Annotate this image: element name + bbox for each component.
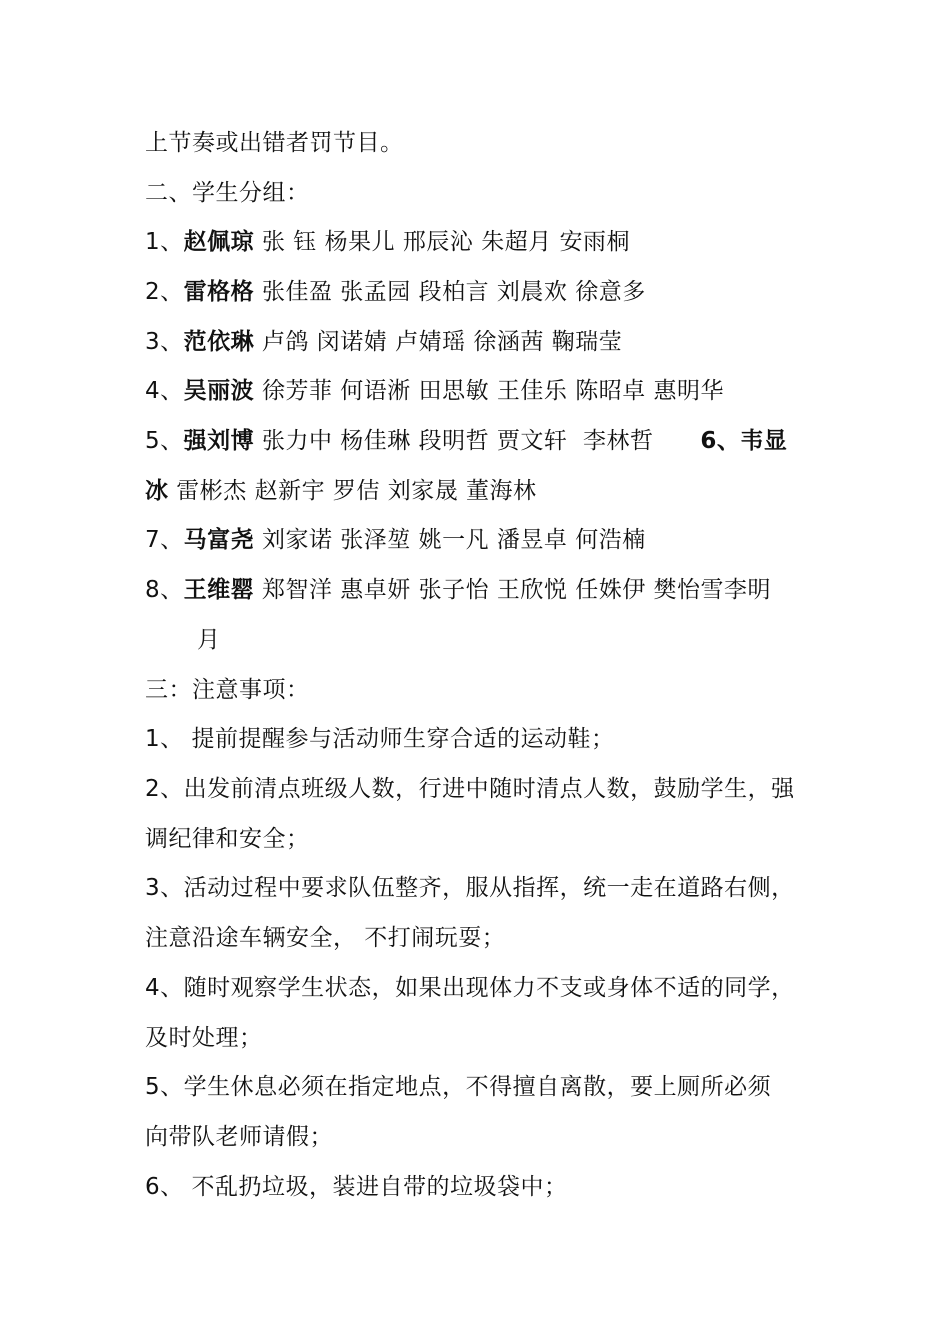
note-item-2: 2、出发前清点班级人数，行进中随时清点人数，鼓励学生，强 bbox=[145, 776, 795, 802]
group-members: 徐芳菲 何语淅 田思敏 王佳乐 陈昭卓 惠明华 bbox=[254, 378, 725, 404]
note-item-2-continued: 调纪律和安全； bbox=[145, 826, 310, 852]
note-item-5-continued: 向带队老师请假； bbox=[145, 1124, 333, 1150]
group-members: 张 钰 杨果儿 邢辰沁 朱超月 安雨桐 bbox=[254, 229, 631, 255]
group-leader: 强刘博 bbox=[183, 428, 255, 454]
group-leader: 范依琳 bbox=[183, 329, 255, 355]
group-number: 8、 bbox=[145, 577, 184, 603]
group-line-7 bbox=[145, 525, 646, 555]
group-leader: 王维罂 bbox=[183, 577, 255, 603]
group-line-5 bbox=[145, 426, 787, 456]
group-leader: 韦显 bbox=[740, 428, 788, 454]
group-number: 7、 bbox=[145, 527, 184, 553]
group-leader: 马富尧 bbox=[183, 527, 255, 553]
group-leader: 吴丽波 bbox=[183, 378, 255, 404]
note-item-4-continued: 及时处理； bbox=[145, 1025, 263, 1051]
paragraph-line: 上节奏或出错者罚节目。 bbox=[145, 130, 404, 156]
note-item-4: 4、随时观察学生状态，如果出现体力不支或身体不适的同学， bbox=[145, 975, 795, 1001]
note-item-3: 3、活动过程中要求队伍整齐，服从指挥，统一走在道路右侧， bbox=[145, 875, 795, 901]
group-line-8 bbox=[145, 575, 771, 605]
group-members: 张佳盈 张孟园 段柏言 刘晨欢 徐意多 bbox=[254, 279, 646, 305]
group-number: 4、 bbox=[145, 378, 184, 404]
group-line-4 bbox=[145, 376, 724, 406]
group-leader: 赵佩琼 bbox=[183, 229, 255, 255]
group-members: 卢鸽 闵诺婧 卢婧瑶 徐涵茜 鞠瑞莹 bbox=[254, 329, 623, 355]
group-line-2 bbox=[145, 277, 646, 307]
group-line-1 bbox=[145, 227, 630, 257]
group-number: 1、 bbox=[145, 229, 184, 255]
group-line-3 bbox=[145, 327, 622, 357]
group-line-8-continued: 月 bbox=[197, 627, 221, 653]
group-members: 郑智洋 惠卓妍 张子怡 王欣悦 任姝伊 樊怡雪李明 bbox=[254, 577, 772, 603]
group-leader: 雷格格 bbox=[183, 279, 255, 305]
group-leader: 冰 bbox=[145, 478, 169, 504]
section-heading-grouping: 二、学生分组： bbox=[145, 180, 310, 206]
group-members: 张力中 杨佳琳 段明哲 贾文轩 李林哲 bbox=[254, 428, 701, 454]
group-number: 3、 bbox=[145, 329, 184, 355]
section-heading-notes: 三：注意事项： bbox=[145, 677, 310, 703]
group-number: 5、 bbox=[145, 428, 184, 454]
note-item-1: 1、 提前提醒参与活动师生穿合适的运动鞋； bbox=[145, 726, 615, 752]
note-item-5: 5、学生休息必须在指定地点，不得擅自离散，要上厕所必须 bbox=[145, 1074, 772, 1100]
group-line-6-continued bbox=[145, 476, 537, 506]
group-number: 2、 bbox=[145, 279, 184, 305]
group-number: 6、 bbox=[700, 428, 741, 454]
note-item-6: 6、 不乱扔垃圾，装进自带的垃圾袋中； bbox=[145, 1174, 568, 1200]
note-item-3-continued: 注意沿途车辆安全， 不打闹玩耍； bbox=[145, 925, 506, 951]
group-members: 刘家诺 张泽堃 姚一凡 潘昱卓 何浩楠 bbox=[254, 527, 646, 553]
group-members: 雷彬杰 赵新宇 罗佶 刘家晟 董海林 bbox=[168, 478, 537, 504]
